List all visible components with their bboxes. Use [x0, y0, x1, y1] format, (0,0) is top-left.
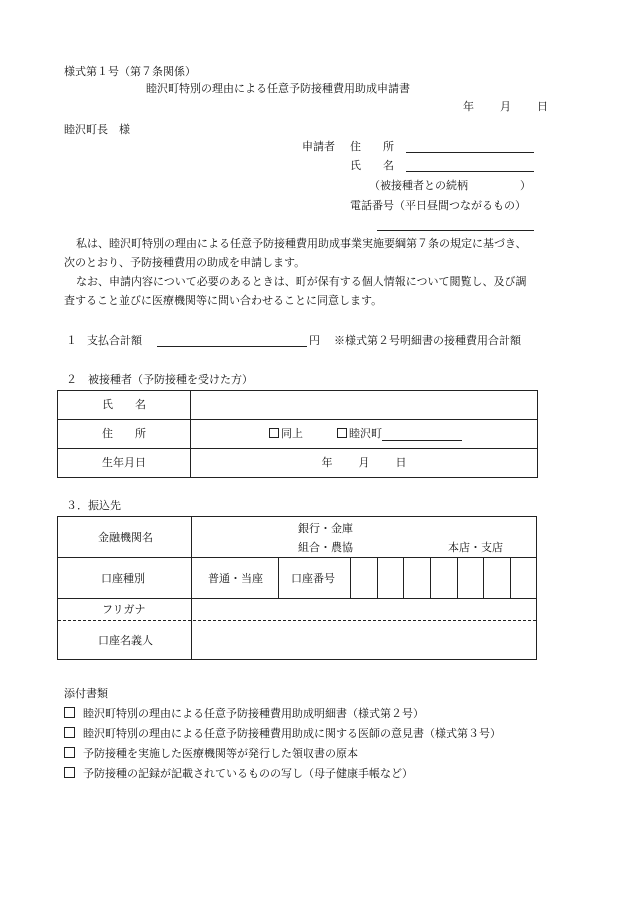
recipient-name-field[interactable]: [191, 391, 538, 420]
account-number-digit-7[interactable]: [511, 558, 536, 598]
applicant-label: 申請者: [302, 140, 335, 153]
account-number-digit-4[interactable]: [431, 558, 457, 598]
attachment-checkbox[interactable]: [64, 767, 75, 778]
date-year-label: 年: [463, 100, 474, 113]
applicant-phone-field[interactable]: [377, 230, 534, 231]
applicant-address-field[interactable]: [406, 152, 534, 153]
applicant-name-label: 氏 名: [350, 159, 394, 172]
recipient-address-field[interactable]: [191, 420, 538, 449]
recipient-table: [57, 390, 538, 478]
relation-label: （被接種者との続柄: [369, 179, 468, 192]
bank-type-1: 銀行・金庫: [298, 522, 353, 535]
attachment-checkbox[interactable]: [64, 747, 75, 758]
furigana-field[interactable]: [192, 599, 536, 620]
applicant-name-field[interactable]: [406, 171, 534, 172]
dob-day-label: 日: [395, 456, 407, 470]
same-address-checkbox[interactable]: [269, 428, 279, 438]
bank-type-2: 組合・農協: [298, 541, 353, 554]
attachments-heading: 添付書類: [64, 687, 108, 700]
applicant-address-label: 住 所: [350, 140, 394, 153]
attachment-item: [64, 747, 358, 759]
account-number-digit-5[interactable]: [458, 558, 483, 598]
payment-total-field[interactable]: [157, 346, 307, 347]
recipient-address-label: 住 所: [58, 420, 191, 449]
mutsuzawa-label: 睦沢町: [349, 427, 382, 441]
date-month-label: 月: [500, 100, 511, 113]
dob-month-label: 月: [358, 456, 370, 470]
body-paragraph-1-line-2: 次のとおり、予防接種費用の助成を申請します。: [64, 256, 306, 269]
attachment-item-label: 予防接種を実施した医療機関等が発行した領収書の原本: [83, 747, 358, 760]
section2-heading: ２ 被接種者（予防接種を受けた方）: [66, 373, 253, 386]
applicant-relation: [369, 180, 531, 191]
attachment-item-label: 予防接種の記録が記載されているものの写し（母子健康手帳など）: [83, 767, 413, 780]
relation-close: ）: [520, 179, 531, 192]
account-number-digit-1[interactable]: [351, 558, 377, 598]
dob-label: 生年月日: [58, 449, 191, 478]
section1-label: 支払合計額: [87, 334, 142, 347]
dob-field[interactable]: [191, 449, 538, 478]
attachment-checkbox[interactable]: [64, 727, 75, 738]
account-type-label: 口座種別: [101, 572, 145, 585]
attachment-item-label: 睦沢町特別の理由による任意予防接種費用助成に関する医師の意見書（様式第３号）: [83, 727, 501, 740]
attachment-checkbox[interactable]: [64, 707, 75, 718]
date-line: [463, 101, 548, 112]
applicant-phone-label: 電話番号（平日昼間つながるもの）: [350, 199, 526, 212]
mutsuzawa-checkbox[interactable]: [337, 428, 347, 438]
date-day-label: 日: [537, 100, 548, 113]
form-number: 様式第１号（第７条関係）: [64, 65, 196, 78]
document-title: 睦沢町特別の理由による任意予防接種費用助成申請書: [146, 82, 410, 95]
body-paragraph-1-line-1: 私は、睦沢町特別の理由による任意予防接種費用助成事業実施要綱第７条の規定に基づき、: [76, 237, 527, 250]
account-number-label: 口座番号: [291, 572, 335, 585]
bank-table: [57, 516, 537, 660]
section1-number: １: [66, 334, 77, 347]
section1-note: ※様式第２号明細書の接種費用合計額: [334, 334, 521, 347]
account-type-options[interactable]: 普通・当座: [208, 572, 263, 585]
attachment-item: [64, 727, 501, 739]
furigana-label: フリガナ: [102, 603, 146, 616]
account-number-digit-6[interactable]: [484, 558, 510, 598]
dob-year-label: 年: [321, 456, 333, 470]
account-holder-label: 口座名義人: [98, 634, 153, 647]
attachment-item: [64, 767, 413, 779]
attachment-item-label: 睦沢町特別の理由による任意予防接種費用助成明細書（様式第２号）: [83, 707, 424, 720]
account-number-digit-3[interactable]: [404, 558, 430, 598]
addressee: 睦沢町長 様: [64, 123, 130, 136]
account-number-digit-2[interactable]: [378, 558, 403, 598]
recipient-name-label: 氏 名: [58, 391, 191, 420]
bank-name-label: 金融機関名: [98, 531, 153, 544]
attachment-item: [64, 707, 424, 719]
section3-heading: ３．振込先: [66, 499, 121, 512]
body-paragraph-2-line-1: なお、申請内容について必要のあるときは、町が保有する個人情報について閲覧し、及び調: [76, 275, 527, 288]
branch-type: 本店・支店: [448, 541, 503, 554]
section1-unit: 円: [309, 334, 320, 347]
same-address-label: 同上: [281, 427, 303, 441]
account-holder-field[interactable]: [192, 621, 536, 659]
body-paragraph-2-line-2: 査すること並びに医療機関等に問い合わせることに同意します。: [64, 294, 383, 307]
town-address-field[interactable]: [382, 429, 462, 441]
